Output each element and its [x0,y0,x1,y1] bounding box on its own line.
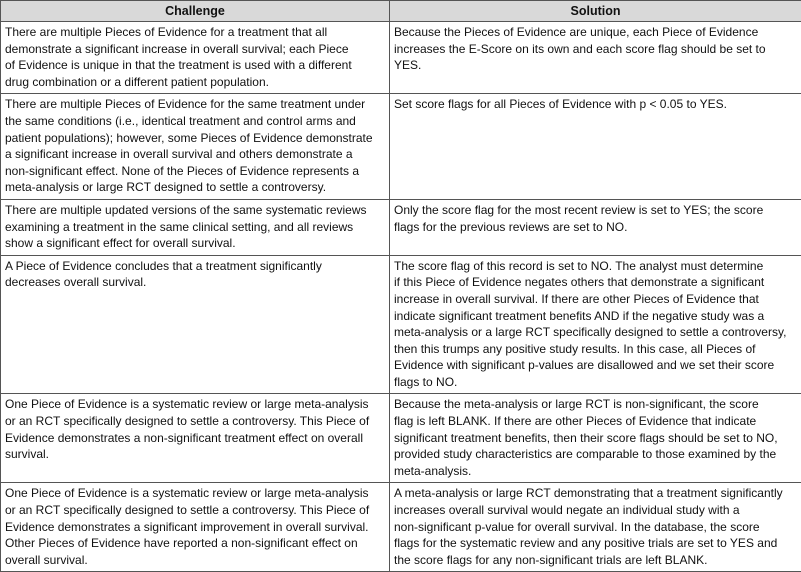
challenge-text-line: patient populations); however, some Pieces of Evidence demonstrate [5,130,385,147]
challenge-text-line: examining a treatment in the same clinical setting, and all reviews [5,219,385,236]
solution-column-header: Solution [390,1,801,22]
challenge-text-line: meta-analysis or large RCT designed to settle a controversy. [5,179,385,196]
challenge-text-line: One Piece of Evidence is a systematic review or large meta-analysis [5,485,385,502]
solution-text-line: provided study characteristics are comparable to those examined by the [394,446,797,463]
challenge-text-line: There are multiple Pieces of Evidence for the same treatment under [5,96,385,113]
challenge-cell [1,255,390,394]
challenge-text-line: or an RCT specifically designed to settle a controversy. This Piece of [5,502,385,519]
solution-text-line: then this trumps any positive study results. In this case, all Pieces of [394,341,797,358]
challenge-cell [1,394,390,483]
solution-text-line: A meta-analysis or large RCT demonstrating that a treatment significantly [394,485,797,502]
challenge-text-line: demonstrate a significant increase in overall survival; each Piece [5,41,385,58]
challenge-text-line: There are multiple updated versions of the same systematic reviews [5,202,385,219]
table-row [1,22,801,94]
solution-text-line: meta-analysis or a large RCT specifically designed to settle a controversy, [394,324,797,341]
solution-text-line: increases the E-Score on its own and each score flag should be set to [394,41,797,58]
challenge-cell [1,199,390,255]
challenge-text-line: survival. [5,446,385,463]
challenge-text-line: or an RCT specifically designed to settle a controversy. This Piece of [5,413,385,430]
solution-text-line: indicate significant treatment benefits AND if the negative study was a [394,308,797,325]
solution-text-line: the score flags for any non-significant trials are left BLANK. [394,552,797,569]
solution-cell [390,483,801,572]
challenge-text-line: of Evidence is unique in that the treatment is used with a different [5,57,385,74]
solution-text-line: flags for the systematic review and any positive trials are set to YES and [394,535,797,552]
solution-cell [390,255,801,394]
solution-text-line: Only the score flag for the most recent review is set to YES; the score [394,202,797,219]
solution-text-line: flags for the previous reviews are set to NO. [394,219,797,236]
solution-cell [390,394,801,483]
challenge-cell [1,94,390,200]
solution-text-line: flags to NO. [394,374,797,391]
challenge-text-line: One Piece of Evidence is a systematic review or large meta-analysis [5,396,385,413]
table-row [1,255,801,394]
solution-text-line: Because the meta-analysis or large RCT is non-significant, the score [394,396,797,413]
solution-text-line: The score flag of this record is set to NO. The analyst must determine [394,258,797,275]
challenge-text-line: Other Pieces of Evidence have reported a non-significant effect on [5,535,385,552]
challenge-text-line: a significant increase in overall survival and others demonstrate a [5,146,385,163]
solution-text-line: increases overall survival would negate an individual study with a [394,502,797,519]
solution-text-line: Set score flags for all Pieces of Evidence with p < 0.05 to YES. [394,96,797,113]
challenge-text-line: Evidence demonstrates a non-significant treatment effect on overall [5,430,385,447]
table-row [1,199,801,255]
solution-text-line: significant treatment benefits, then their score flags should be set to NO, [394,430,797,447]
solution-cell [390,22,801,94]
solution-text-line: non-significant p-value for overall survival. In the database, the score [394,519,797,536]
solution-cell [390,94,801,200]
challenge-column-header: Challenge [1,1,390,22]
challenge-text-line: drug combination or a different patient population. [5,74,385,91]
solution-text-line: Because the Pieces of Evidence are unique, each Piece of Evidence [394,24,797,41]
challenge-text-line: overall survival. [5,552,385,569]
solution-text-line: YES. [394,57,797,74]
table-row [1,94,801,200]
challenge-text-line: show a significant effect for overall survival. [5,235,385,252]
solution-text-line: meta-analysis. [394,463,797,480]
challenge-cell [1,483,390,572]
challenge-cell [1,22,390,94]
challenge-text-line: There are multiple Pieces of Evidence for a treatment that all [5,24,385,41]
solution-text-line: Evidence with significant p-values are disallowed and we set their score [394,357,797,374]
challenge-text-line: Evidence demonstrates a significant improvement in overall survival. [5,519,385,536]
challenge-text-line: the same conditions (i.e., identical treatment and control arms and [5,113,385,130]
solution-cell [390,199,801,255]
table-row [1,394,801,483]
header-row [1,1,801,22]
challenge-text-line: decreases overall survival. [5,274,385,291]
table-row [1,483,801,572]
solution-text-line: increase in overall survival. If there are other Pieces of Evidence that [394,291,797,308]
solution-text-line: if this Piece of Evidence negates others that demonstrate a significant [394,274,797,291]
challenge-text-line: A Piece of Evidence concludes that a treatment significantly [5,258,385,275]
challenge-text-line: non-significant effect. None of the Pieces of Evidence represents a [5,163,385,180]
solution-text-line: flag is left BLANK. If there are other Pieces of Evidence that indicate [394,413,797,430]
